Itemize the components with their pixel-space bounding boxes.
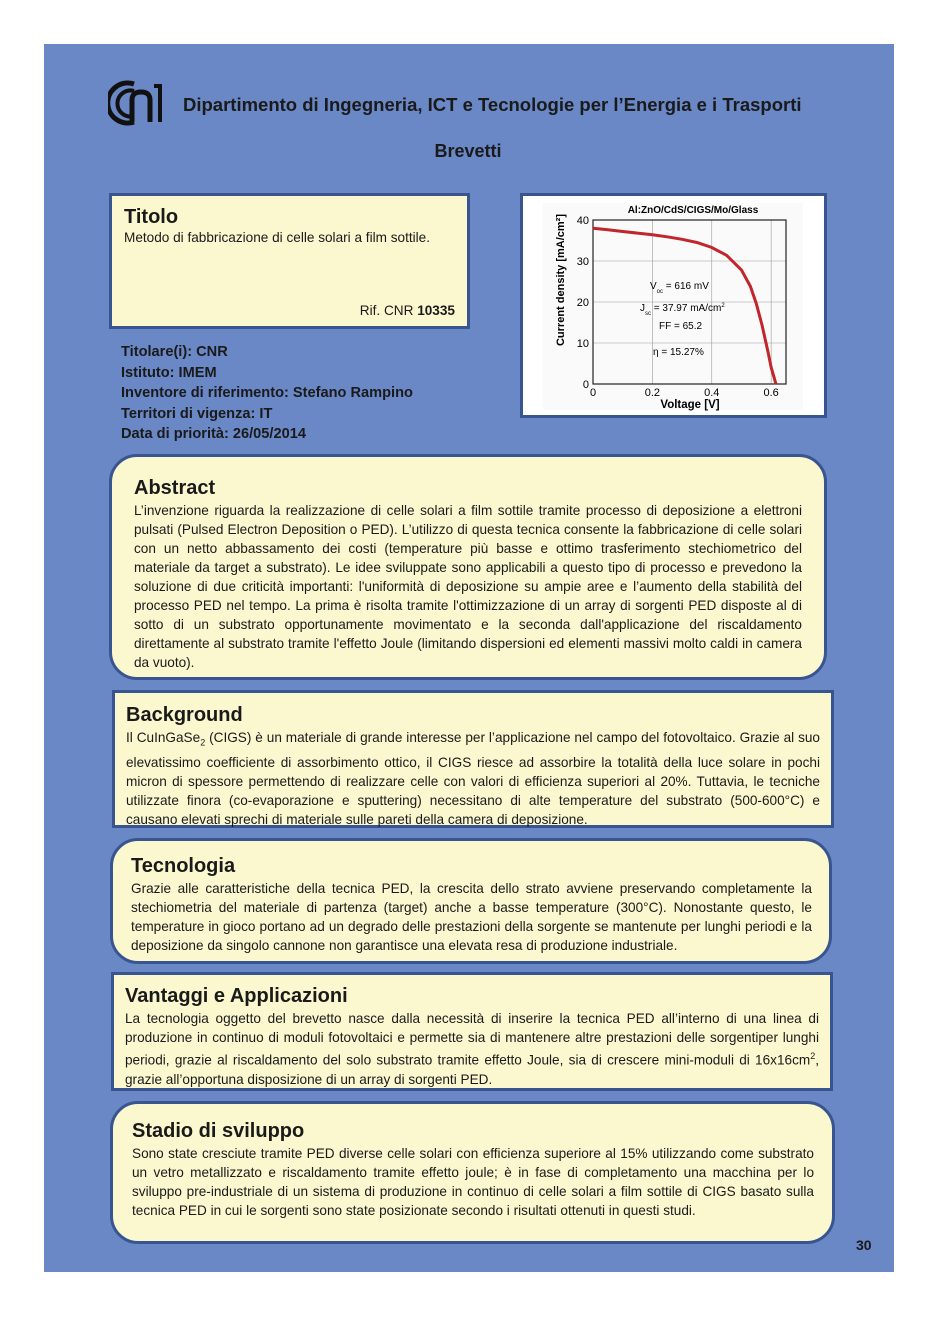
x-tick-label: 0 xyxy=(589,387,597,399)
x-tick-label: 0.6 xyxy=(763,387,779,399)
data-priorita: Data di priorità: 26/05/2014 xyxy=(121,426,306,443)
page-number: 30 xyxy=(856,1237,872,1253)
istituto: Istituto: IMEM xyxy=(121,364,217,381)
vantaggi-box xyxy=(111,972,833,1091)
background-text xyxy=(126,728,820,829)
patent-info xyxy=(121,342,413,445)
y-tick-label: 30 xyxy=(576,256,589,268)
stadio-heading: Stadio di sviluppo xyxy=(132,1120,305,1142)
ff-annotation: FF = 65.2 xyxy=(659,321,703,332)
iv-curve-chart xyxy=(523,196,824,415)
vantaggi-text-sup: 2 xyxy=(810,1051,816,1061)
tecnologia-text: Grazie alle caratteristiche della tecnica PED, la crescita dello strato avviene preservando completamente la stechiometria del materiale di partenza (target) anche a basse temperature (300°C). Nonostante questo, le temperature in gioco portano ad un degrado delle prestazioni della sorgente se mantenute per lunghi periodi e la deposizione da singolo cannone non garantisce una elevata resa di produzione industriale. xyxy=(131,881,812,953)
background-text-sub: 2 xyxy=(200,737,206,748)
vantaggi-heading: Vantaggi e Applicazioni xyxy=(125,985,348,1007)
x-axis-label: Voltage [V] xyxy=(660,399,720,411)
jsc-value: = 37.97 mA/cm xyxy=(651,303,722,314)
inventore: Inventore di riferimento: Stefano Rampino xyxy=(121,385,413,402)
abstract-heading: Abstract xyxy=(134,477,216,499)
vantaggi-text-post: , grazie all’opportuna disposizione di un array di sorgenti PED. xyxy=(125,1052,819,1087)
y-tick-label: 10 xyxy=(576,338,589,350)
background-text-post: (CIGS) è un materiale di grande interesse per l’applicazione nel campo del fotovoltaico. Grazie al suo elevatissimo coefficiente di assorbimento ottico, il CIGS riesce ad assorbire la totalità della luce solare in pochi micron di spessore permettendo di realizzare celle con valori di efficienza superiori al 20%. Tuttavia, le tecniche utilizzate finora (co-evaporazione e sputtering) necessitano di alte temperature del substrato (500-600°C) e causano elevati sprechi di materiale sulle pareti della camera di deposizione. xyxy=(126,730,820,827)
background-heading: Background xyxy=(126,704,243,726)
y-tick-label: 20 xyxy=(576,297,589,309)
rif-cnr xyxy=(360,303,455,318)
abstract-box xyxy=(109,454,827,680)
titolo-box xyxy=(109,193,470,329)
territori: Territori di vigenza: IT xyxy=(121,405,273,422)
voc-value: = 616 mV xyxy=(663,281,709,292)
abstract-text: L’invenzione riguarda la realizzazione di celle solari a film sottile tramite processo di deposizione a elettroni pulsati (Pulsed Electron Deposition o PED). L’utilizzo di questa tecnica consente la fabbricazione di celle solari con un netto abbassamento dei costi (temperature più basse e ottimo trasferimento stechiometrico del materiale da target a substrato). Le idee sviluppate sono applicabili a questo tipo di processo e prevedono la soluzione di due criticità importanti: l'uniformità di deposizione su ampie aree e l’aumento della stabilità del processo PED nel tempo. La prima è risolta tramite l'ottimizzazione di un array di sorgenti PED disposte al di sotto di un substrato opportunamente movimentato e la seconda dall'applicazione del riscaldamento direttamente al substrato tramite l'effetto Joule (limitando dispersioni ed elementi massivi molto caldi in camera da vuoto). xyxy=(134,503,802,670)
jsc-sub: sc xyxy=(645,311,651,317)
cnr-logo xyxy=(108,78,164,126)
background-box xyxy=(112,690,834,828)
stadio-box xyxy=(110,1101,835,1244)
vantaggi-text-pre: La tecnologia oggetto del brevetto nasce dalla necessità di inserire la tecnica PED all’interno di una linea di produzione in continuo di moduli fotovoltaici e permette sia di mantenere altre prestazioni delle sorgentiper lunghi periodi, grazie al riscaldamento del solo substrato tramite effetto Joule, sia di crescere mini-moduli di 16x16cm xyxy=(125,1011,819,1068)
x-tick-label: 0.4 xyxy=(704,387,720,399)
y-axis-label: Current density [mA/cm²] xyxy=(555,213,567,347)
y-tick-label: 40 xyxy=(576,215,589,227)
titolari: Titolare(i): CNR xyxy=(121,344,228,360)
y-tick-label: 0 xyxy=(582,379,589,391)
department-title: Dipartimento di Ingegneria, ICT e Tecnologie per l’Energia e i Trasporti xyxy=(183,94,802,115)
voc-label: V xyxy=(650,281,657,292)
titolo-text: Metodo di fabbricazione di celle solari a film sottile. xyxy=(124,230,431,245)
tecnologia-box xyxy=(110,838,832,964)
titolo-heading: Titolo xyxy=(124,206,179,228)
stadio-text: Sono state cresciute tramite PED diverse celle solari con efficienza superiore al 15% utilizzando come substrato un vetro metallizzato e riscaldamento tramite effetto joule; è in fase di completamento una macchina per lo sviluppo pre-industriale di un sistema di produzione in continuo di celle solari a film sottile di CIGS basato sulla tecnica PED in cui le sorgenti sono state posizionate secondo i risultati ottenuti in questi studi. xyxy=(132,1146,814,1218)
jsc-sup: 2 xyxy=(721,303,725,309)
voc-sub: oc xyxy=(656,289,664,295)
background-text-pre: Il CuInGaSe xyxy=(126,730,201,745)
eta-annotation: η = 15.27% xyxy=(653,347,704,358)
rif-number: 10335 xyxy=(417,303,455,318)
chart-box xyxy=(520,193,827,418)
x-tick-label: 0.2 xyxy=(644,387,661,399)
vantaggi-text xyxy=(125,1009,819,1089)
chart-title: Al:ZnO/CdS/CIGS/Mo/Glass xyxy=(627,205,759,216)
tecnologia-heading: Tecnologia xyxy=(131,855,236,877)
jsc-label: J xyxy=(640,303,645,314)
section-title: Brevetti xyxy=(434,141,502,161)
rif-label: Rif. CNR xyxy=(359,303,418,318)
